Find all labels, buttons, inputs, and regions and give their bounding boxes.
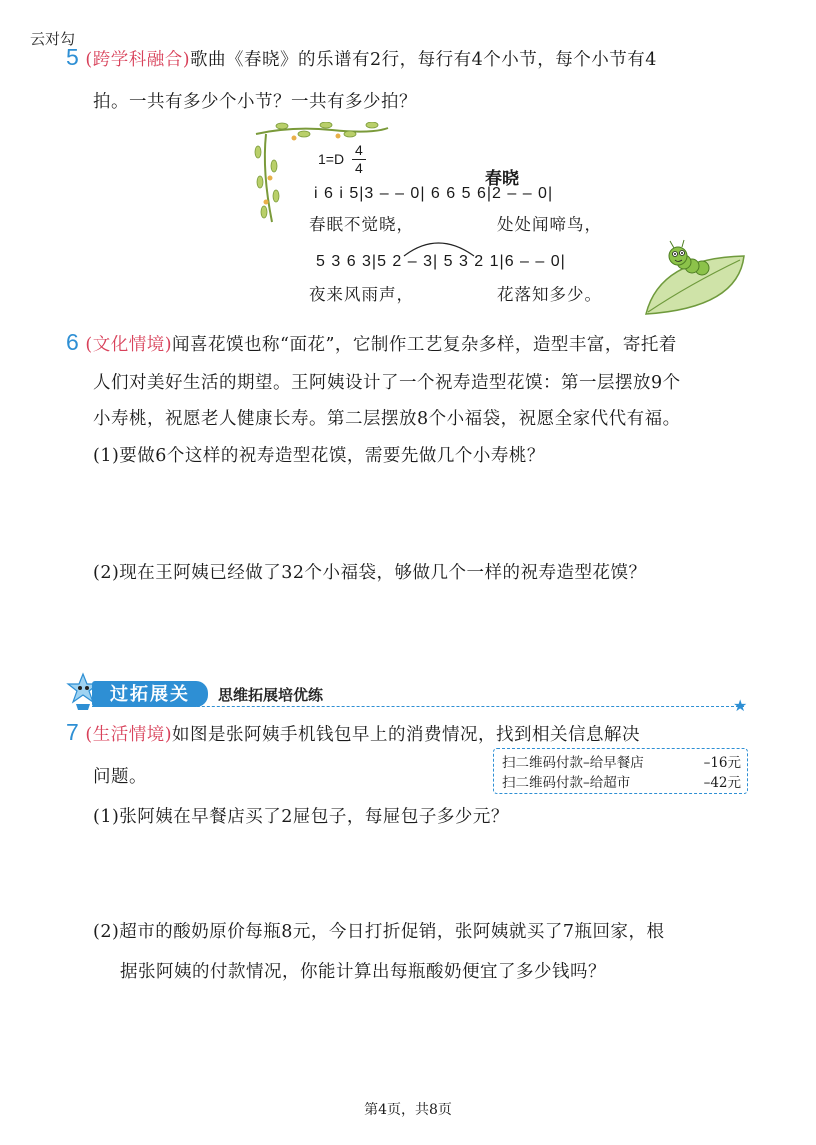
brand-label: 云对勾 <box>30 30 76 48</box>
score-time-bottom: 4 <box>355 160 363 176</box>
score-row1-lyrics-b: 处处闻啼鸟， <box>497 215 602 234</box>
section-divider <box>92 706 744 707</box>
q5-line2: 拍。一共有多少个小节？一共有多少拍？ <box>93 92 417 112</box>
leaf-caterpillar-illustration <box>640 238 752 320</box>
payment-desc: 扫二维码付款–给早餐店 <box>502 755 644 771</box>
q7-sub2-line1: (2)超市的酸奶原价每瓶8元，今日打折促销，张阿姨就买了7瓶回家，根 <box>93 922 665 942</box>
song-title: 春晓 <box>485 169 519 188</box>
score-row2-lyrics-b: 花落知多少。 <box>497 285 602 304</box>
q7-line1 <box>66 719 640 746</box>
q6-text-1: 闻喜花馍也称“面花”，它制作工艺复杂多样，造型丰富，寄托着 <box>172 335 677 355</box>
q5-line1 <box>66 44 657 71</box>
star-icon: ★ <box>733 696 748 715</box>
q6-tag: (文化情境) <box>85 335 173 355</box>
q6-number: 6 <box>66 329 80 355</box>
score-row2-lyrics-a: 夜来风雨声， <box>309 285 414 304</box>
payment-row <box>502 771 741 791</box>
q7-number: 7 <box>66 719 80 745</box>
payment-record-box <box>493 748 748 794</box>
q6-line2: 人们对美好生活的期望。王阿姨设计了一个祝寿造型花馍：第一层摆放9个 <box>93 373 681 393</box>
q5-tag: (跨学科融合) <box>85 50 191 70</box>
q7-sub1: (1)张阿姨在早餐店买了2屉包子，每屉包子多少元？ <box>93 807 509 827</box>
score-row1-notes: i 6 i 5|3 – – 0| 6 6 5 6|2 – – 0| <box>314 185 554 202</box>
payment-amount: –42元 <box>703 775 741 791</box>
page-number: 第4页，共8页 <box>364 1102 452 1118</box>
q6-line1 <box>66 329 677 356</box>
payment-desc: 扫二维码付款–给超市 <box>502 775 631 791</box>
score-row2-notes: 5 3 6 3|5 2 – 3| 5 3 2 1|6 – – 0| <box>316 253 566 270</box>
score-key: 1=D <box>318 151 345 167</box>
q7-tag: (生活情境) <box>85 725 173 745</box>
q7-line2: 问题。 <box>93 767 147 787</box>
score-time-top: 4 <box>355 142 363 158</box>
section-subtitle: 思维拓展培优练 <box>218 687 324 704</box>
q5-text-1: 歌曲《春晓》的乐谱有2行，每行有4个小节，每个小节有4 <box>190 50 657 70</box>
q6-line3: 小寿桃，祝愿老人健康长寿。第二层摆放8个小福袋，祝愿全家代代有福。 <box>93 409 681 429</box>
q7-text-1: 如图是张阿姨手机钱包早上的消费情况，找到相关信息解决 <box>172 725 641 745</box>
section-banner: 过拓展关 <box>92 681 208 707</box>
q5-number: 5 <box>66 44 80 70</box>
payment-amount: –16元 <box>703 755 741 771</box>
q6-sub1: (1)要做6个这样的祝寿造型花馍，需要先做几个小寿桃？ <box>93 446 545 466</box>
payment-row <box>502 751 741 771</box>
q6-sub2: (2)现在王阿姨已经做了32个小福袋，够做几个一样的祝寿造型花馍？ <box>93 563 647 583</box>
q7-sub2-line2: 据张阿姨的付款情况，你能计算出每瓶酸奶便宜了多少钱吗？ <box>120 962 606 982</box>
score-row1-lyrics-a: 春眠不觉晓， <box>309 215 414 234</box>
